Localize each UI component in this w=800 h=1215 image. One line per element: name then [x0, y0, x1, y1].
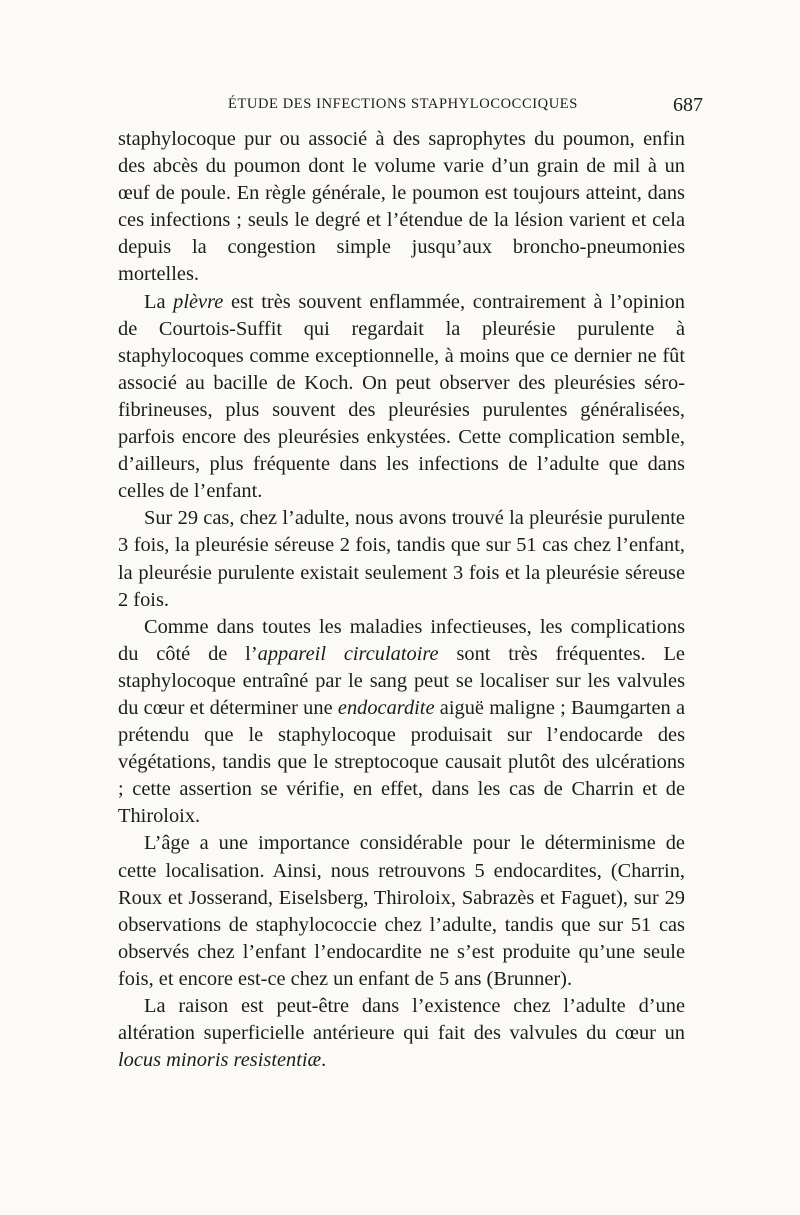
paragraph-text: est très souvent enflammée, contrairement à l’opinion de Courtois-Suffit qui regardait la pleurésie purulente à staphylocoques comme exceptionnelle, à moins que ce dernier ne fût associé au bacille de Koch. On peut observer des pleurésies séro-fibrineuses, plus souvent des pleurésies purulentes généralisées, parfois encore des pleurésies enkystées. Cette complication semble, d’ailleurs, plus fréquente dans les infections de l’adulte que dans celles de l’enfant.	[118, 290, 685, 503]
paragraph-statistics	[118, 505, 685, 613]
paragraph-reason	[118, 993, 685, 1074]
paragraph-circulatory	[118, 614, 685, 831]
paragraph-text: L’âge a une importance considérable pour le déterminisme de cette localisation. Ainsi, nous retrouvons 5 endocardites, (Charrin, Roux et Josserand, Eiselsberg, Thiroloix, Sabrazès et Faguet), sur 29 observations de staphylococcie chez l’adulte, tandis que sur 51 cas observés chez l’enfant l’endocardite ne s’est produite qu’une seule fois, et encore est-ce chez un enfant de 5 ans (Brunner).	[118, 832, 685, 990]
paragraph-text: La raison est peut-être dans l’existence chez l’adulte d’une altération superficielle antérieure qui fait des valvules du cœur un	[118, 995, 685, 1045]
paragraph-text: .	[321, 1049, 327, 1072]
paragraph-pleura	[118, 289, 685, 506]
italic-term: appareil circulatoire	[257, 642, 439, 665]
paragraph-text: aiguë maligne ; Baumgarten a prétendu que le staphylocoque produisait sur l’endocarde des végétations, tandis que le streptocoque causait plutôt des ulcérations ; cette assertion se vérifie, en effet, dans les cas de Charrin et de Thiroloix.	[118, 696, 685, 828]
paragraph-lung	[118, 126, 685, 289]
italic-term: locus minoris resistentiæ	[118, 1049, 322, 1072]
paragraph-text: La	[144, 290, 174, 313]
page-header	[118, 96, 703, 122]
page-number: 687	[673, 94, 703, 116]
paragraph-text: staphylocoque pur ou associé à des saprophytes du poumon, enfin des abcès du poumon dont le volume varie d’un grain de mil à un œuf de poule. En règle générale, le poumon est toujours atteint, dans ces infections ; seuls le degré et l’étendue de la lésion varient et cela depuis la congestion simple jusqu’aux broncho-pneumonies mortelles.	[118, 128, 685, 286]
italic-term: plèvre	[173, 290, 224, 313]
paragraph-text: sont très fréquentes. Le staphylocoque entraîné par le sang peut se localiser sur les valvules du cœur et déterminer une	[118, 642, 685, 719]
paragraph-text: Comme dans toutes les maladies infectieuses, les complications du côté de l’	[118, 615, 685, 665]
running-title: ÉTUDE DES INFECTIONS STAPHYLOCOCCIQUES	[228, 96, 578, 112]
paragraph-text: Sur 29 cas, chez l’adulte, nous avons trouvé la pleurésie purulente 3 fois, la pleurésie séreuse 2 fois, tandis que sur 51 cas chez l’enfant, la pleurésie purulente existait seulement 3 fois et la pleurésie séreuse 2 fois.	[118, 507, 685, 611]
italic-term: endocardite	[337, 696, 435, 719]
paragraph-age	[118, 830, 685, 993]
page-body	[118, 126, 685, 1074]
